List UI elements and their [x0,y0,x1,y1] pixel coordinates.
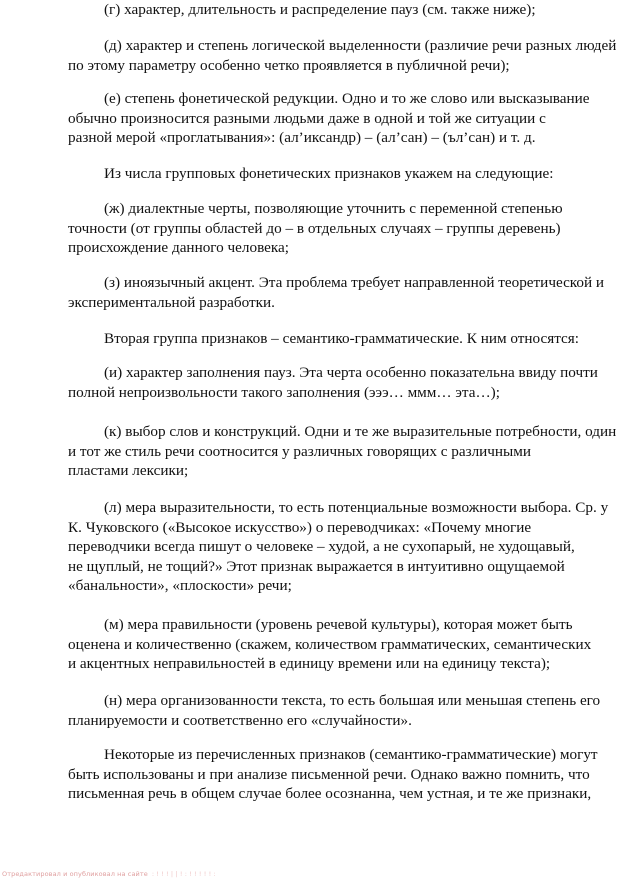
paragraph-line: обычно произносится разными людьми даже в одной и той же ситуации с [68,109,546,127]
paragraph [68,36,617,75]
paragraph-line: Вторая группа признаков – семантико-грамматические. К ним относятся: [104,330,579,347]
paragraph [68,498,614,596]
footer-text: Отредактировал и опубликовал на сайте [2,870,148,878]
paragraph-line: быть использованы и при анализе письменной речи. Однако важно помнить, что [68,765,590,783]
paragraph-line: (з) иноязычный акцент. Эта проблема требует направленной теоретической и [104,274,605,291]
paragraph-line: (л) мера выразительности, то есть потенциальные возможности выбора. Ср. у [104,499,609,516]
paragraph-line: и акцентных неправильностей в единицу времени или на единицу текста); [68,655,551,673]
paragraph-line: (м) мера правильности (уровень речевой культуры), которая может быть [104,616,573,633]
paragraph-line: планируемости и соответственно его «случайности». [68,711,412,729]
paragraph [68,691,614,730]
paragraph-line: (г) характер, длительность и распределение пауз (см. также ниже); [104,1,536,18]
paragraph [68,363,614,402]
paragraph-line: К. Чуковского («Высокое искусство») о переводчиках: «Почему многие [68,518,532,536]
paragraph-line: (и) характер заполнения пауз. Эта черта особенно показательна ввиду почти [104,364,598,381]
paragraph-line: разной мерой «проглатывания»: (ал’иксандр) – (ал’сан) – (ъл’сан) и т. д. [68,129,536,147]
paragraph-line: оценена и количественно (скажем, количеством грамматических, семантических [68,635,592,653]
paragraph-line: (ж) диалектные черты, позволяющие уточнить с переменной степенью [104,200,563,217]
paragraph-line: (д) характер и степень логической выделенности (различие речи разных людей [104,37,617,54]
paragraph-line: Некоторые из перечисленных признаков (семантико-грамматические) могут [104,746,598,763]
paragraph-line: и тот же стиль речи соотносится у различных говорящих с различными [68,442,532,460]
paragraph [68,422,617,481]
paragraph-line: полной непроизвольности такого заполнения (эээ… ммм… эта…); [68,383,500,401]
paragraph-line: (е) степень фонетической редукции. Одно и то же слово или высказывание [104,90,590,107]
paragraph-line: по этому параметру особенно четко проявляется в публичной речи); [68,56,510,74]
paragraph [68,745,614,804]
paragraph [68,199,614,258]
paragraph-line: «банальности», «плоскости» речи; [68,577,292,595]
paragraph-line: не щуплый, не тощий?» Этот признак выражается в интуитивно ощущаемой [68,557,565,575]
paragraph [68,273,614,312]
paragraph-line: пластами лексики; [68,462,189,480]
paragraph-line: экспериментальной разработки. [68,293,275,311]
paragraph [68,0,614,20]
paragraph-line: письменная речь в общем случае более осознанна, чем устная, и те же признаки, [68,785,592,803]
paragraph [68,329,614,349]
paragraph [68,89,614,148]
footer-dots: : ! ! ! | | ! : ! ! ! ! ! : [151,870,216,878]
paragraph-line: Из числа групповых фонетических признаков укажем на следующие: [104,165,554,182]
paragraph-line: переводчики всегда пишут о человеке – худой, а не сухопарый, не худощавый, [68,538,575,556]
paragraph-line: точности (от группы областей до – в отдельных случаях – группы деревень) [68,219,561,237]
paragraph-line: происхождение данного человека; [68,239,290,257]
paragraph [68,615,614,674]
paragraph-line: (к) выбор слов и конструкций. Одни и те же выразительные потребности, один [104,423,617,440]
footer-watermark [2,870,216,878]
paragraph [68,164,614,184]
paragraph-line: (н) мера организованности текста, то есть большая или меньшая степень его [104,692,601,709]
